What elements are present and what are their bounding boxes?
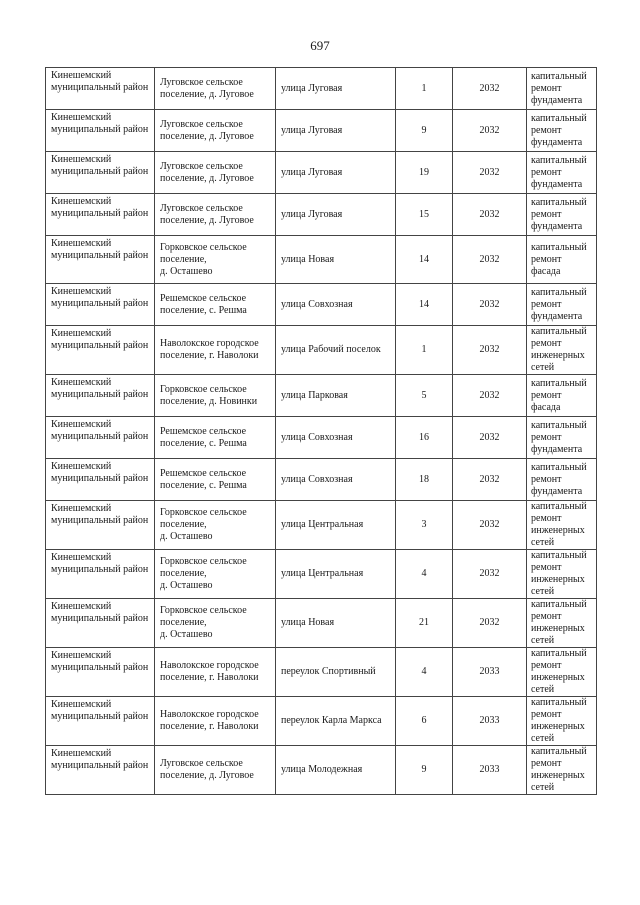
district-cell: Кинешемский муниципальный район	[46, 326, 155, 375]
settlement-cell: Луговское сельское поселение, д. Луговое	[155, 68, 276, 110]
settlement-cell: Горковское сельское поселение, д. Осташево	[155, 501, 276, 550]
table-row	[46, 459, 597, 501]
street-cell: улица Центральная	[276, 550, 396, 599]
work-type-cell: капитальный ремонт фундамента	[527, 284, 597, 326]
work-type-cell: капитальный ремонт инженерных сетей	[527, 648, 597, 697]
house-number-cell: 4	[396, 648, 453, 697]
district-cell: Кинешемский муниципальный район	[46, 550, 155, 599]
year-cell: 2032	[453, 236, 527, 284]
street-cell: улица Луговая	[276, 152, 396, 194]
house-number-cell: 1	[396, 68, 453, 110]
street-cell: улица Центральная	[276, 501, 396, 550]
district-cell: Кинешемский муниципальный район	[46, 501, 155, 550]
street-cell: улица Новая	[276, 236, 396, 284]
district-cell: Кинешемский муниципальный район	[46, 194, 155, 236]
house-number-cell: 3	[396, 501, 453, 550]
year-cell: 2032	[453, 459, 527, 501]
year-cell: 2032	[453, 550, 527, 599]
street-cell: улица Рабочий поселок	[276, 326, 396, 375]
table-row	[46, 375, 597, 417]
year-cell: 2032	[453, 284, 527, 326]
district-cell: Кинешемский муниципальный район	[46, 648, 155, 697]
year-cell: 2032	[453, 68, 527, 110]
street-cell: переулок Спортивный	[276, 648, 396, 697]
settlement-cell: Наволокское городское поселение, г. Наволоки	[155, 648, 276, 697]
settlement-cell: Решемское сельское поселение, с. Решма	[155, 459, 276, 501]
work-type-cell: капитальный ремонт фундамента	[527, 110, 597, 152]
year-cell: 2033	[453, 697, 527, 746]
street-cell: улица Луговая	[276, 68, 396, 110]
work-type-cell: капитальный ремонт инженерных сетей	[527, 326, 597, 375]
house-number-cell: 5	[396, 375, 453, 417]
house-number-cell: 15	[396, 194, 453, 236]
house-number-cell: 14	[396, 236, 453, 284]
table-row	[46, 194, 597, 236]
table-row	[46, 648, 597, 697]
district-cell: Кинешемский муниципальный район	[46, 746, 155, 795]
house-number-cell: 4	[396, 550, 453, 599]
work-type-cell: капитальный ремонт инженерных сетей	[527, 746, 597, 795]
year-cell: 2032	[453, 152, 527, 194]
work-type-cell: капитальный ремонт фундамента	[527, 152, 597, 194]
settlement-cell: Горковское сельское поселение, д. Осташево	[155, 550, 276, 599]
district-cell: Кинешемский муниципальный район	[46, 152, 155, 194]
repair-schedule-table	[45, 67, 597, 795]
street-cell: улица Луговая	[276, 194, 396, 236]
settlement-cell: Луговское сельское поселение, д. Луговое	[155, 110, 276, 152]
table-row	[46, 599, 597, 648]
district-cell: Кинешемский муниципальный район	[46, 697, 155, 746]
table-row	[46, 68, 597, 110]
district-cell: Кинешемский муниципальный район	[46, 110, 155, 152]
settlement-cell: Наволокское городское поселение, г. Наволоки	[155, 326, 276, 375]
page-number: 697	[310, 38, 330, 53]
district-cell: Кинешемский муниципальный район	[46, 236, 155, 284]
settlement-cell: Луговское сельское поселение, д. Луговое	[155, 152, 276, 194]
table-body	[46, 68, 597, 795]
settlement-cell: Решемское сельское поселение, с. Решма	[155, 284, 276, 326]
district-cell: Кинешемский муниципальный район	[46, 68, 155, 110]
district-cell: Кинешемский муниципальный район	[46, 459, 155, 501]
street-cell: улица Совхозная	[276, 284, 396, 326]
settlement-cell: Горковское сельское поселение, д. Осташево	[155, 236, 276, 284]
year-cell: 2032	[453, 194, 527, 236]
work-type-cell: капитальный ремонт инженерных сетей	[527, 697, 597, 746]
street-cell: улица Совхозная	[276, 417, 396, 459]
table-row	[46, 697, 597, 746]
year-cell: 2032	[453, 110, 527, 152]
year-cell: 2032	[453, 375, 527, 417]
street-cell: улица Луговая	[276, 110, 396, 152]
table-row	[46, 236, 597, 284]
work-type-cell: капитальный ремонт фундамента	[527, 194, 597, 236]
table-row	[46, 501, 597, 550]
settlement-cell: Наволокское городское поселение, г. Наволоки	[155, 697, 276, 746]
work-type-cell: капитальный ремонт инженерных сетей	[527, 550, 597, 599]
year-cell: 2032	[453, 501, 527, 550]
settlement-cell: Луговское сельское поселение, д. Луговое	[155, 194, 276, 236]
settlement-cell: Решемское сельское поселение, с. Решма	[155, 417, 276, 459]
street-cell: улица Новая	[276, 599, 396, 648]
table-row	[46, 746, 597, 795]
settlement-cell: Горковское сельское поселение, д. Осташево	[155, 599, 276, 648]
house-number-cell: 19	[396, 152, 453, 194]
work-type-cell: капитальный ремонт фасада	[527, 236, 597, 284]
district-cell: Кинешемский муниципальный район	[46, 417, 155, 459]
house-number-cell: 14	[396, 284, 453, 326]
work-type-cell: капитальный ремонт фундамента	[527, 459, 597, 501]
year-cell: 2033	[453, 648, 527, 697]
house-number-cell: 1	[396, 326, 453, 375]
district-cell: Кинешемский муниципальный район	[46, 375, 155, 417]
work-type-cell: капитальный ремонт фундамента	[527, 417, 597, 459]
table-row	[46, 417, 597, 459]
street-cell: переулок Карла Маркса	[276, 697, 396, 746]
work-type-cell: капитальный ремонт фасада	[527, 375, 597, 417]
house-number-cell: 21	[396, 599, 453, 648]
district-cell: Кинешемский муниципальный район	[46, 284, 155, 326]
table-row	[46, 110, 597, 152]
year-cell: 2032	[453, 599, 527, 648]
street-cell: улица Парковая	[276, 375, 396, 417]
street-cell: улица Совхозная	[276, 459, 396, 501]
district-cell: Кинешемский муниципальный район	[46, 599, 155, 648]
street-cell: улица Молодежная	[276, 746, 396, 795]
work-type-cell: капитальный ремонт инженерных сетей	[527, 599, 597, 648]
settlement-cell: Луговское сельское поселение, д. Луговое	[155, 746, 276, 795]
house-number-cell: 9	[396, 746, 453, 795]
table-row	[46, 326, 597, 375]
year-cell: 2032	[453, 417, 527, 459]
year-cell: 2032	[453, 326, 527, 375]
settlement-cell: Горковское сельское поселение, д. Новинки	[155, 375, 276, 417]
house-number-cell: 18	[396, 459, 453, 501]
house-number-cell: 16	[396, 417, 453, 459]
table-row	[46, 152, 597, 194]
year-cell: 2033	[453, 746, 527, 795]
table-row	[46, 284, 597, 326]
house-number-cell: 9	[396, 110, 453, 152]
table-row	[46, 550, 597, 599]
work-type-cell: капитальный ремонт фундамента	[527, 68, 597, 110]
house-number-cell: 6	[396, 697, 453, 746]
work-type-cell: капитальный ремонт инженерных сетей	[527, 501, 597, 550]
